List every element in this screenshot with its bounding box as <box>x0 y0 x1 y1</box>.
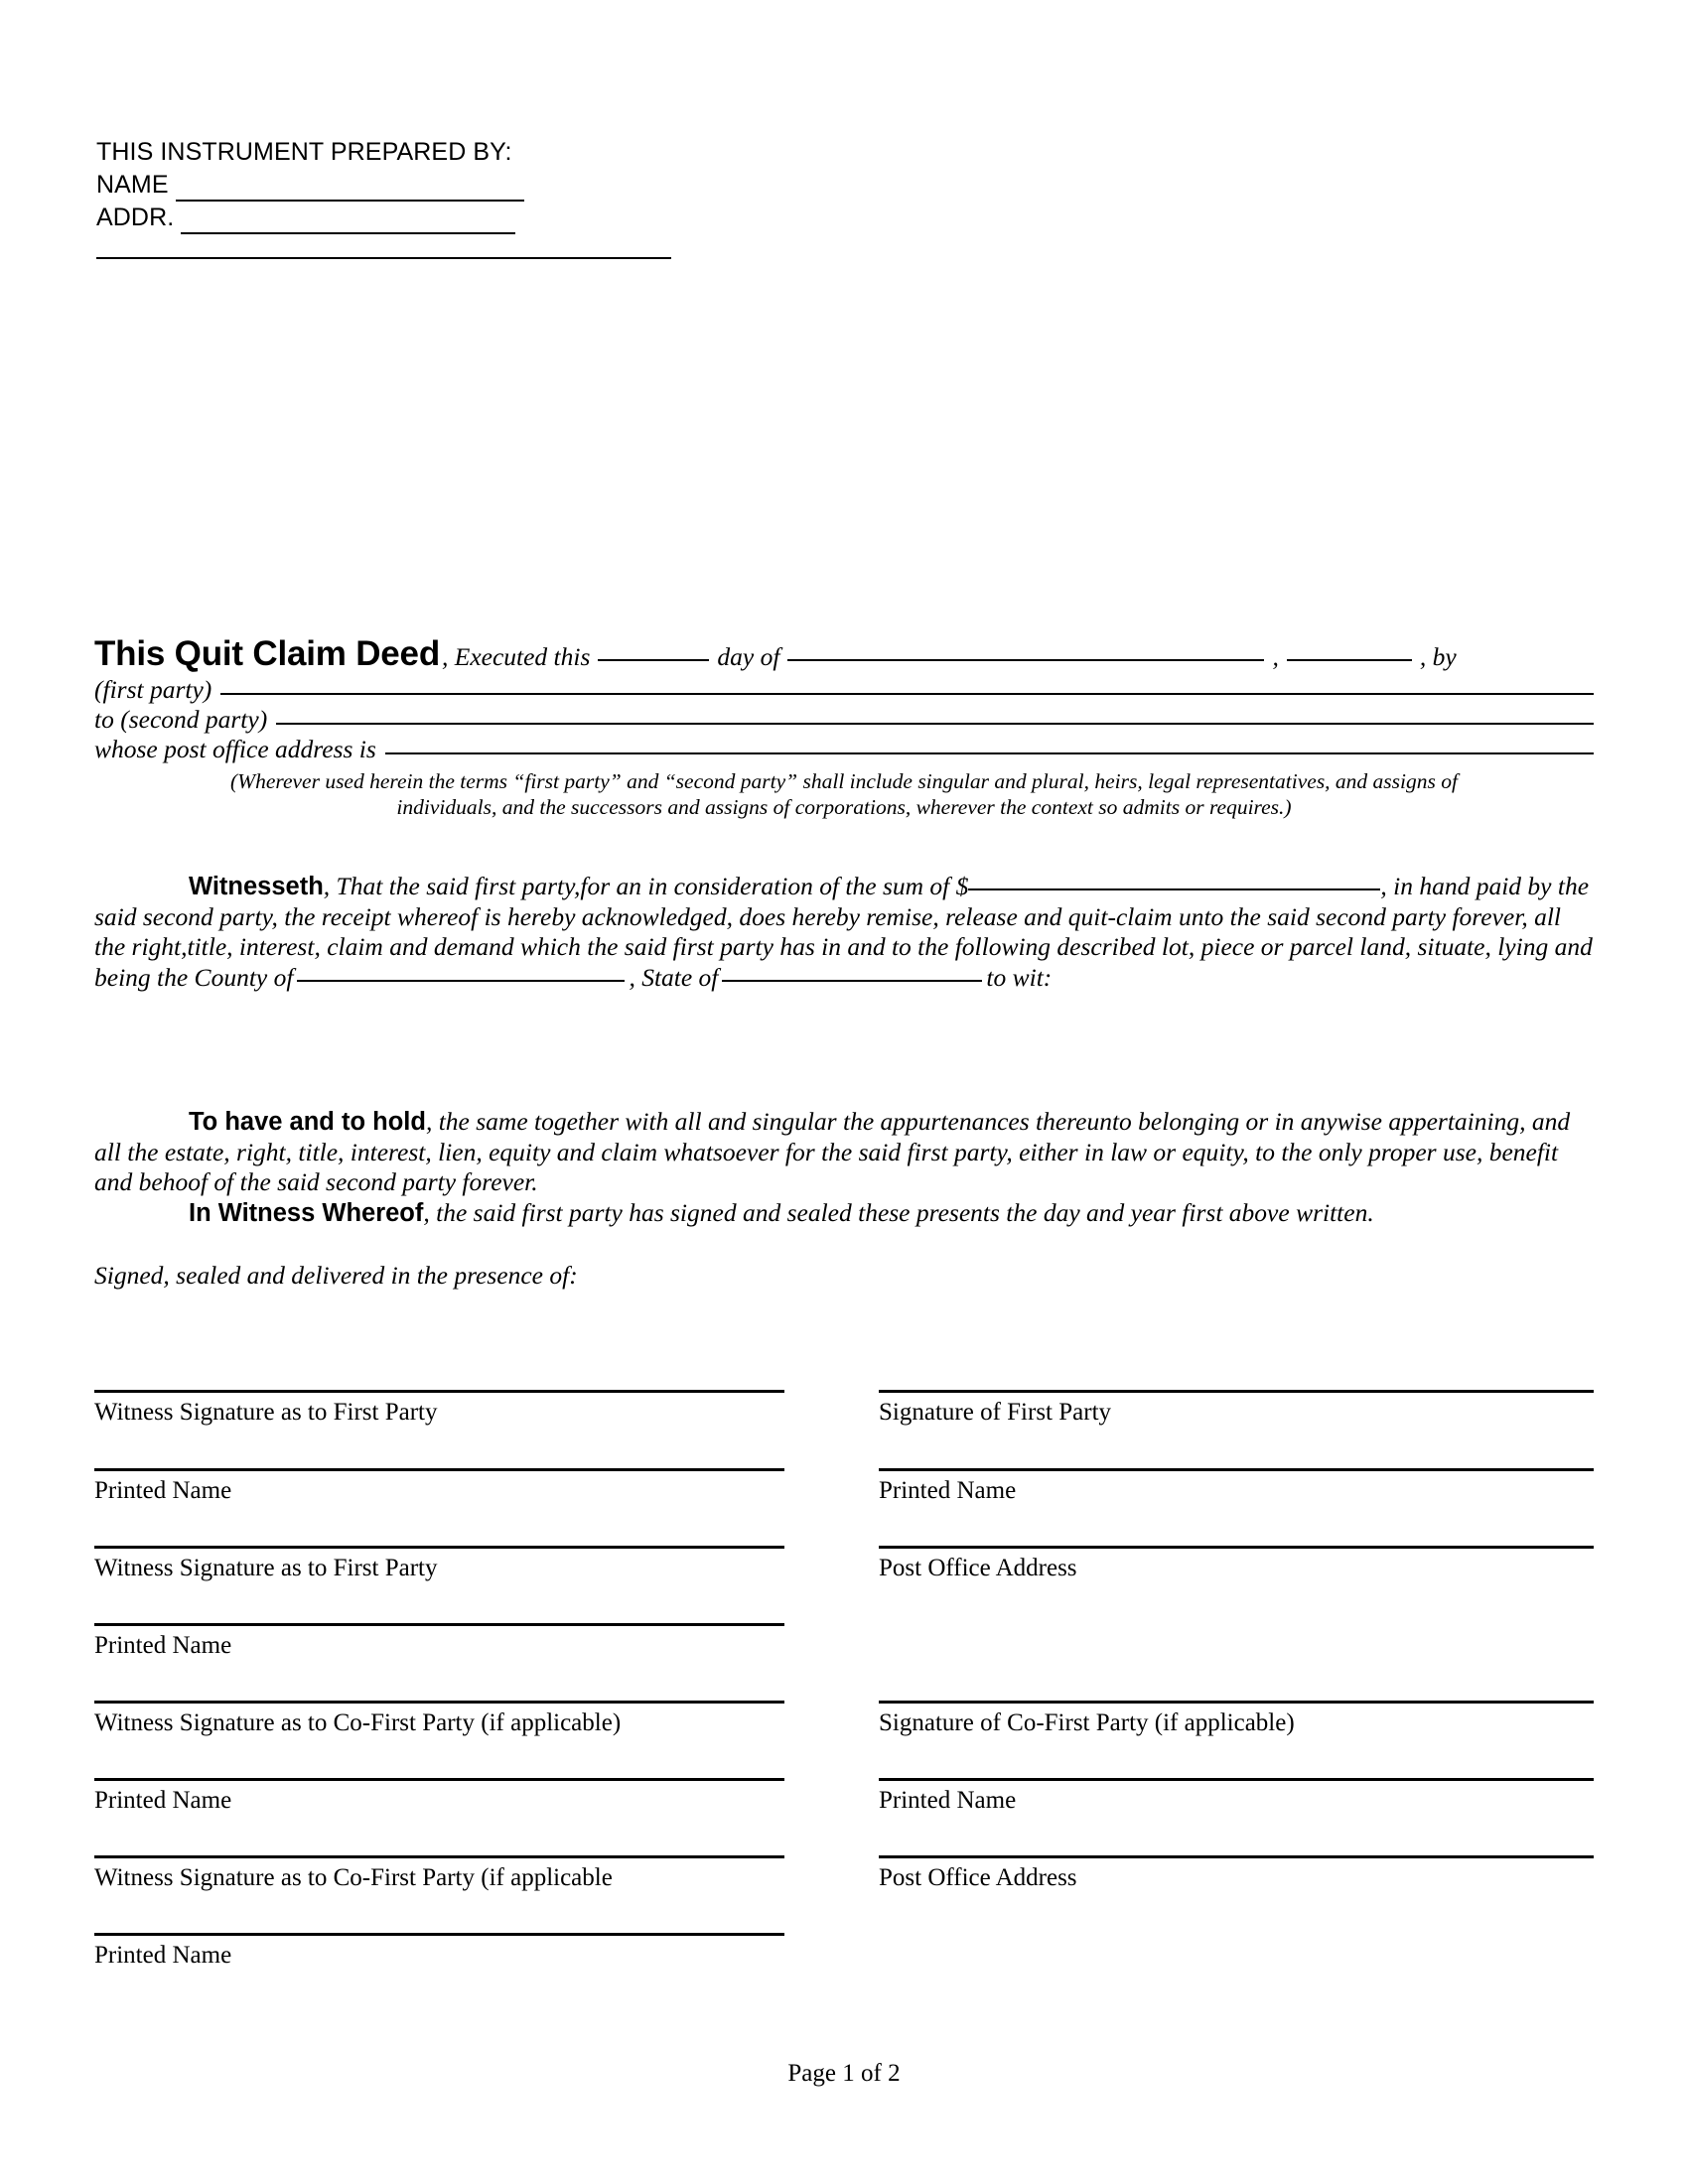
signature-label: Post Office Address <box>879 1864 1077 1891</box>
signature-cell-left <box>94 1390 784 1428</box>
signed-sealed-text: Signed, sealed and delivered in the presence of: <box>94 1261 578 1290</box>
signature-cell-left <box>94 1468 784 1506</box>
signature-cell-left <box>94 1933 784 1971</box>
preparer-addr-field[interactable] <box>181 209 515 234</box>
signature-cell-right <box>879 1390 1594 1428</box>
second-party-line <box>94 705 1594 735</box>
signature-cell-right <box>879 1778 1594 1816</box>
terms-note <box>129 768 1559 820</box>
state-field[interactable] <box>722 980 982 982</box>
signature-label: Witness Signature as to First Party <box>94 1399 438 1426</box>
signature-label: Printed Name <box>879 1477 1017 1504</box>
page-title: This Quit Claim Deed <box>94 634 440 673</box>
preparer-addr-line <box>96 202 712 234</box>
month-field[interactable] <box>787 659 1264 661</box>
county-field[interactable] <box>297 980 625 982</box>
signature-label: Witness Signature as to Co-First Party (if applicable <box>94 1864 613 1891</box>
signature-label: Witness Signature as to First Party <box>94 1555 438 1581</box>
signature-label: Post Office Address <box>879 1555 1077 1581</box>
in-witness-whereof-text: , the said first party has signed and sealed these presents the day and year first above written. <box>423 1197 1374 1227</box>
witnesseth-heading: Witnesseth <box>189 873 324 900</box>
habendum-paragraph <box>94 1107 1594 1198</box>
preparer-name-line <box>96 169 712 202</box>
signature-cell-right <box>879 1701 1594 1738</box>
signature-cell-left <box>94 1701 784 1738</box>
day-of-text: day of <box>717 642 780 671</box>
by-text: , by <box>1419 642 1457 671</box>
year-field[interactable] <box>1287 659 1412 661</box>
first-party-label: (first party) <box>94 675 212 704</box>
signature-cell-left <box>94 1623 784 1661</box>
signature-cell-right <box>879 1468 1594 1506</box>
witnesseth-text-d: to wit: <box>986 962 1053 992</box>
signature-cell-left <box>94 1855 784 1893</box>
post-office-address-line <box>94 735 1594 764</box>
in-witness-whereof-paragraph <box>94 1198 1594 1229</box>
preparer-addr2-field[interactable] <box>96 234 671 259</box>
in-witness-whereof-heading: In Witness Whereof <box>189 1198 424 1227</box>
preparer-heading: THIS INSTRUMENT PREPARED BY: <box>96 138 512 166</box>
signature-label: Printed Name <box>94 1787 232 1814</box>
signature-label: Signature of Co-First Party (if applicable) <box>879 1709 1295 1736</box>
signature-label: Printed Name <box>94 1632 232 1659</box>
signed-sealed-line <box>94 1261 1594 1292</box>
preparer-name-field[interactable] <box>176 177 524 202</box>
deed-title-line <box>94 635 1594 673</box>
preparer-addr2-line <box>96 234 712 259</box>
signature-label: Printed Name <box>94 1942 232 1969</box>
habendum-text: , the same together with all and singular the appurtenances thereunto belonging or in anywise appertaining, and all the estate, right, title, interest, lien, equity and claim whatsoever for the said first party, either in law or equity, to the only proper use, benefit and behoof of the said second party forever. <box>94 1107 1571 1196</box>
terms-note-line-2: individuals, and the successors and assigns of corporations, wherever the context so admits or requires.) <box>396 795 1292 819</box>
witnesseth-text-b: , in hand paid by the said second party, the receipt whereof is hereby acknowledged, does hereby remise, release and quit-claim unto the said second party forever, all the right,title, interest, claim and demand which the said first party has in and to the following described lot, piece or parcel land, situate, lying and being the County of <box>94 872 1593 992</box>
signature-cell-right <box>879 1546 1594 1583</box>
signature-cell-right <box>879 1855 1594 1893</box>
witnesseth-text-c: , State of <box>629 962 719 992</box>
post-office-address-label: whose post office address is <box>94 735 376 763</box>
deed-body <box>94 635 1594 1292</box>
witnesseth-text-a: , That the said first party,for an in consideration of the sum of $ <box>323 872 969 900</box>
witnesseth-paragraph <box>94 872 1594 993</box>
first-party-line <box>94 675 1594 705</box>
signature-label: Signature of First Party <box>879 1399 1112 1426</box>
terms-note-line-1: (Wherever used herein the terms “first party” and “second party” shall include singular and plural, heirs, legal representatives, and assigns of <box>230 769 1458 793</box>
day-field[interactable] <box>598 659 709 661</box>
post-office-address-field[interactable] <box>385 752 1594 754</box>
signature-label: Printed Name <box>879 1787 1017 1814</box>
comma-separator: , <box>1272 642 1279 671</box>
signature-label: Witness Signature as to Co-First Party (if applicable) <box>94 1709 622 1736</box>
second-party-field[interactable] <box>276 723 1594 725</box>
page-footer: Page 1 of 2 <box>787 2060 901 2087</box>
preparer-heading-line <box>96 136 712 169</box>
signature-cell-left <box>94 1778 784 1816</box>
preparer-addr-label: ADDR. <box>96 204 175 231</box>
signature-cell-left <box>94 1546 784 1583</box>
first-party-field[interactable] <box>220 693 1594 695</box>
preparer-name-label: NAME <box>96 171 169 199</box>
preparer-block <box>96 136 712 259</box>
habendum-heading: To have and to hold <box>189 1108 426 1136</box>
second-party-label: to (second party) <box>94 705 268 734</box>
signature-label: Printed Name <box>94 1477 232 1504</box>
executed-this-text: , Executed this <box>442 642 591 671</box>
consideration-sum-field[interactable] <box>968 888 1380 890</box>
